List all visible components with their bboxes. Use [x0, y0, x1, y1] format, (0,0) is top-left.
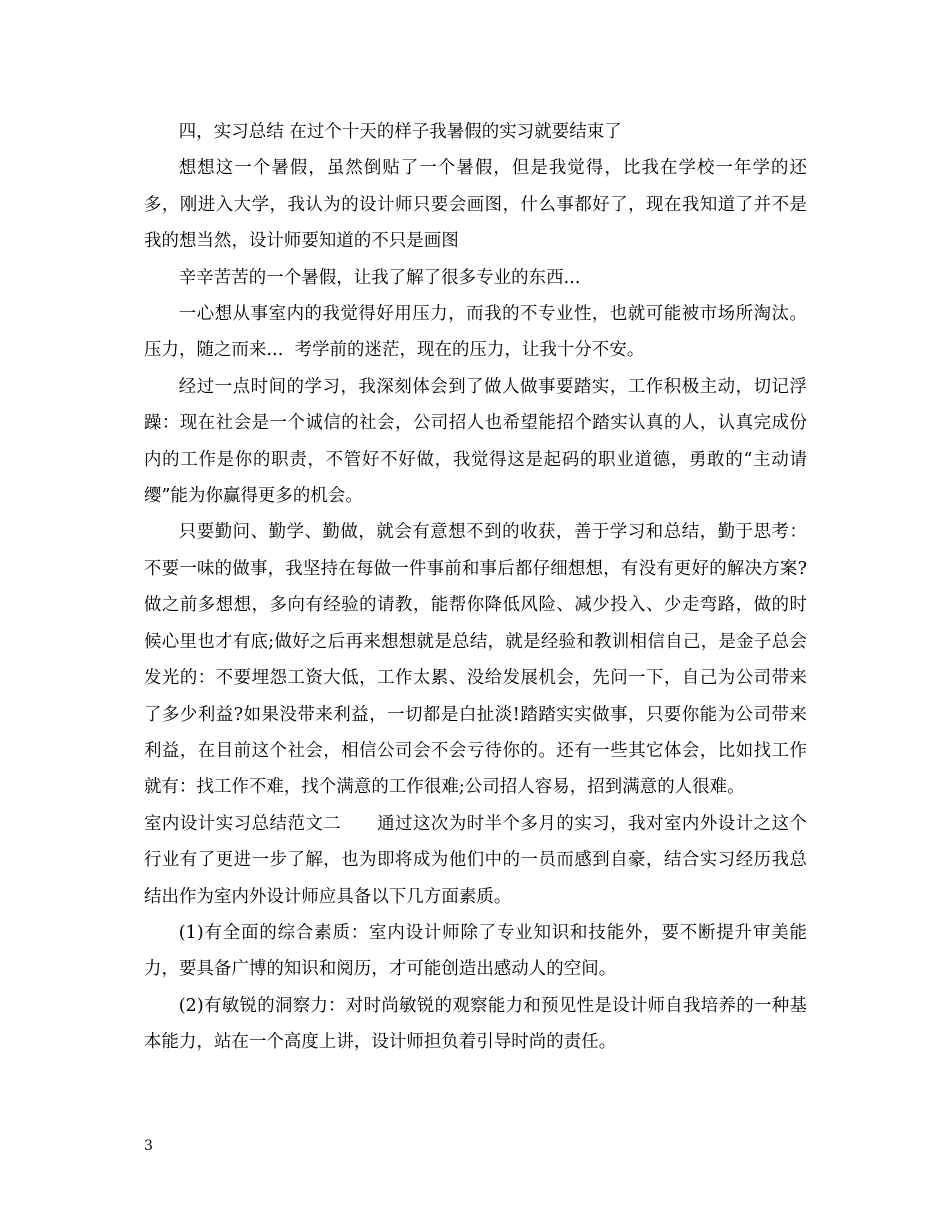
paragraph-ask-learn-do: 只要勤问、勤学、勤做，就会有意想不到的收获，善于学习和总结，勤于思考：不要一味的做事，我坚持在每做一件事前和事后都仔细想想，有没有更好的解决方案?做之前多想想，多向有经验的请教，能帮你降低风险、减少投入、少走弯路，做的时候心里也才有底;做好之后再来想想就是总结，就是经验和教训相信自己，是金子总会发光的：不要埋怨工资大低，工作太累、没给发展机会，先问一下，自己为公司带来了多少利益?如果没带来利益，一切都是白扯淡!踏踏实实做事，只要你能为公司带来利益，在目前这个社会，相信公司会不会亏待你的。还有一些其它体会，比如找工作就有：找工作不难，找个满意的工作很难;公司招人容易，招到满意的人很难。: [144, 522, 807, 798]
page-number: 3: [144, 1138, 153, 1154]
paragraph-sample-two-intro: 室内设计实习总结范文二 通过这次为时半个多月的实习，我对室内外设计之这个行业有了更进一步了解，也为即将成为他们中的一员而感到自豪，结合实习经历我总结出作为室内外设计师应具备以下几方面素质。: [144, 813, 807, 907]
paragraph-quality-comprehensive: (1)有全面的综合素质：室内设计师除了专业知识和技能外，要不断提升审美能力，要具备广博的知识和阅历，才可能创造出感动人的空间。: [144, 922, 807, 980]
document-body: [144, 114, 807, 1061]
paragraph-be-practical: 经过一点时间的学习，我深刻体会到了做人做事要踏实，工作积极主动，切记浮躁：现在社会是一个诚信的社会，公司招人也希望能招个踏实认真的人，认真完成份内的工作是你的职责，不管好不好做，我觉得这是起码的职业道德，勇敢的“主动请缨”能为你赢得更多的机会。: [144, 376, 807, 507]
paragraph-pressure: 一心想从事室内的我觉得好用压力，而我的不专业性，也就可能被市场所淘汰。压力，随之而来... 考学前的迷茫，现在的压力，让我十分不安。: [144, 304, 807, 361]
paragraph-summer-reflection: 想想这一个暑假，虽然倒贴了一个暑假，但是我觉得，比我在学校一年学的还多，刚进入大学，我认为的设计师只要会画图，什么事都好了，现在我知道了并不是我的想当然，设计师要知道的不只是画图: [144, 158, 807, 252]
paragraph-quality-insight: (2)有敏锐的洞察力：对时尚敏锐的观察能力和预见性是设计师自我培养的一种基本能力，站在一个高度上讲，设计师担负着引导时尚的责任。: [144, 995, 807, 1053]
paragraph-internship-summary-heading: 四，实习总结 在过个十天的样子我暑假的实习就要结束了: [178, 122, 622, 142]
paragraph-learned-professional: 辛辛苦苦的一个暑假，让我了解了很多专业的东西...: [178, 267, 581, 288]
